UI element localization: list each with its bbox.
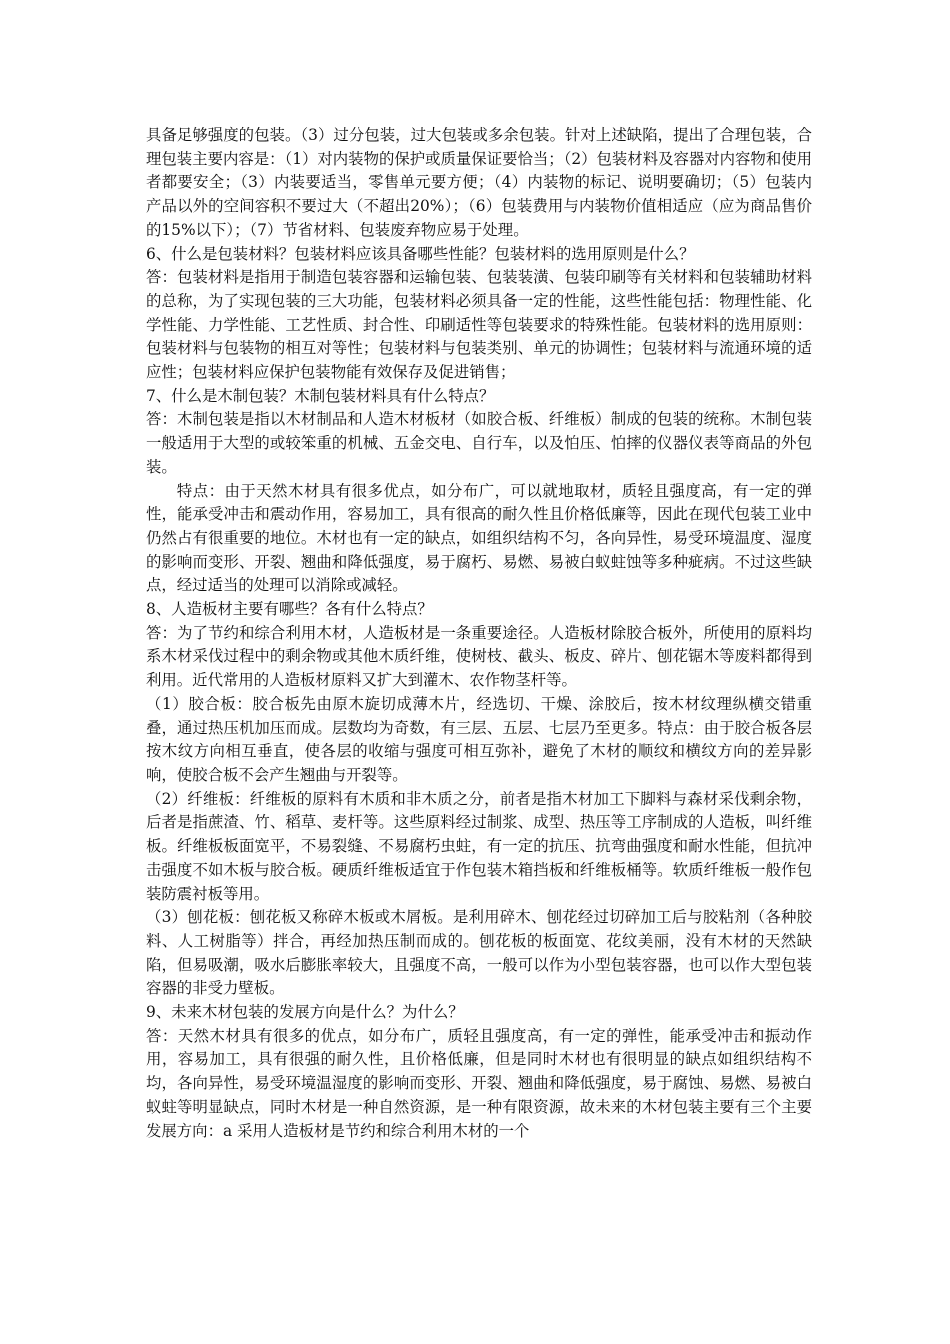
answer-7-features: 特点：由于天然木材具有很多优点，如分布广，可以就地取材，质轻且强度高，有一定的弹性，能承受冲击和震动作用，容易加工，具有很高的耐久性且价格低廉等，因此在现代包装工业中仍然占有很重要的地位。木材也有一定的缺点，如组织结构不匀，各向异性，易受环境温度、湿度的影响而变形、开裂、翘曲和降低强度，易于腐朽、易燃、易被白蚁蛀蚀等多种疵病。不过这些缺点，经过适当的处理可以消除或减轻。 [146,481,812,595]
question-6: 6、什么是包装材料？包装材料应该具备哪些性能？包装材料的选用原则是什么？ [146,244,695,263]
paragraph-reasonable-packaging: 具备足够强度的包装。（3）过分包装，过大包装或多余包装。针对上述缺陷，提出了合理包装，合理包装主要内容是：（1）对内装物的保护或质量保证要恰当；（2）包装材料及容器对内容物和使用者都要安全；（3）内装要适当，零售单元要方便；（4）内装物的标记、说明要确切；（5）包装内产品以外的空间容积不要过大（不超出20%）；（6）包装费用与内装物价值相适应（应为商品售价的15%以下）；（7）节省材料、包装废弃物应易于处理。 [146,126,812,239]
question-8: 8、人造板材主要有哪些？各有什么特点？ [146,600,433,619]
answer-8-fiberboard: （2）纤维板：纤维板的原料有木质和非木质之分，前者是指木材加工下脚料与森材采伐剩余物，后者是指蔗渣、竹、稻草、麦杆等。这些原料经过制浆、成型、热压等工序制成的人造板，叫纤维板。纤维板板面宽平，不易裂缝、不易腐朽虫蛀，有一定的抗压、抗弯曲强度和耐水性能，但抗冲击强度不如木板与胶合板。硬质纤维板适宜于作包装木箱挡板和纤维板桶等。软质纤维板一般作包装防震衬板等用。 [146,789,812,903]
question-9: 9、未来木材包装的发展方向是什么？为什么？ [146,1003,464,1022]
answer-7: 答：木制包装是指以木材制品和人造木材板材（如胶合板、纤维板）制成的包装的统称。木制包装一般适用于大型的或较笨重的机械、五金交电、自行车，以及怕压、怕摔的仪器仪表等商品的外包装。 [146,410,812,476]
answer-8: 答：为了节约和综合利用木材，人造板材是一条重要途径。人造板材除胶合板外，所使用的原料均系木材采伐过程中的剩余物或其他木质纤维，使树枝、截头、板皮、碎片、刨花锯木等废料都得到利用。近代常用的人造板材原料又扩大到灌木、农作物茎杆等。 [146,623,812,690]
answer-8-plywood: （1）胶合板：胶合板先由原木旋切成薄木片，经选切、干燥、涂胶后，按木材纹理纵横交错重叠，通过热压机加压而成。层数均为奇数，有三层、五层、七层乃至更多。特点：由于胶合板各层按木纹方向相互垂直，使各层的收缩与强度可相互弥补，避免了木材的顺纹和横纹方向的差异影响，使胶合板不会产生翘曲与开裂等。 [146,694,812,784]
answer-9: 答：天然木材具有很多的优点，如分布广，质轻且强度高，有一定的弹性，能承受冲击和振动作用，容易加工，具有很强的耐久性，且价格低廉，但是同时木材也有很明显的缺点如组织结构不均，各向异性，易受环境温湿度的影响而变形、开裂、翘曲和降低强度，易于腐蚀、易燃、易被白蚁蛀等明显缺点，同时木材是一种自然资源，是一种有限资源，故未来的木材包装主要有三个主要发展方向：a 采用人造板材是节约和综合利用木材的一个 [146,1026,812,1140]
document-body [146,124,812,1143]
question-7: 7、什么是木制包装？木制包装材料具有什么特点？ [146,386,495,405]
answer-8-particleboard: （3）刨花板：刨花板又称碎木板或木屑板。是利用碎木、刨花经过切碎加工后与胶粘剂（各种胶料、人工树脂等）拌合，再经加热压制而成的。刨花板的板面宽、花纹美丽，没有木材的天然缺陷，但易吸潮，吸水后膨胀率较大，且强度不高，一般可以作为小型包装容器，也可以作大型包装容器的非受力壁板。 [146,908,812,998]
answer-6: 答：包装材料是指用于制造包装容器和运输包装、包装装潢、包装印刷等有关材料和包装辅助材料的总称，为了实现包装的三大功能，包装材料必须具备一定的性能，这些性能包括：物理性能、化学性能、力学性能、工艺性质、封合性、印刷适性等包装要求的特殊性能。包装材料的选用原则：包装材料与包装物的相互对等性；包装材料与包装类别、单元的协调性；包装材料与流通环境的适应性；包装材料应保护包装物能有效保存及促进销售； [146,268,812,382]
